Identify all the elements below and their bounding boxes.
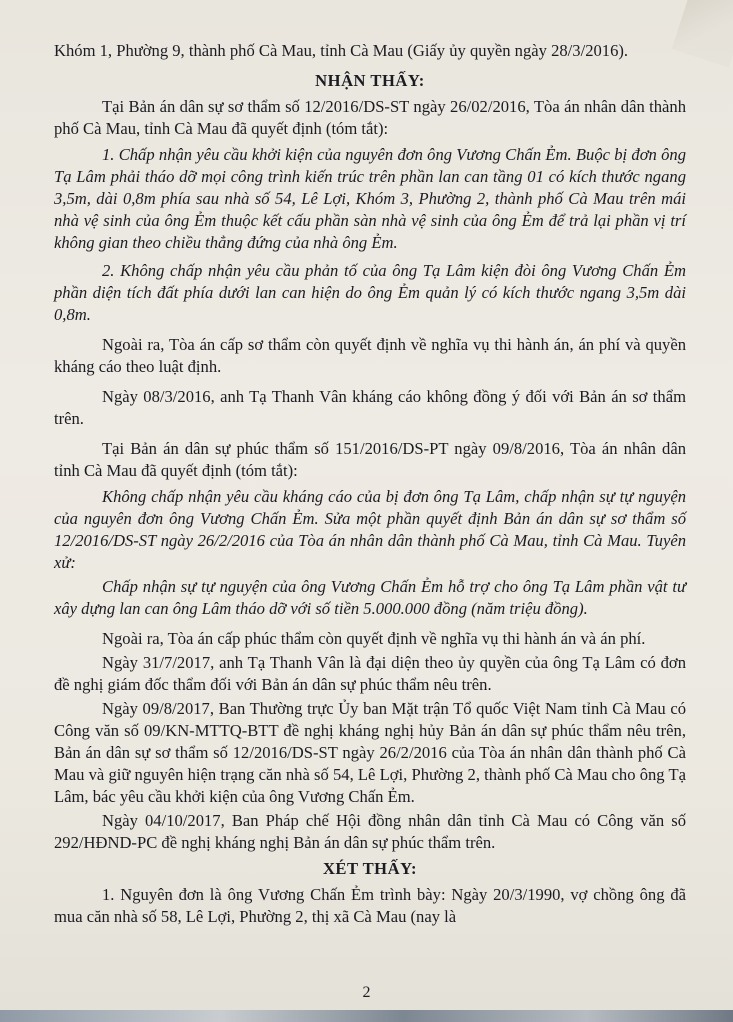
paragraph-appellate-other: Ngoài ra, Tòa án cấp phúc thẩm còn quyết định về nghĩa vụ thi hành án và án phí. (102, 629, 646, 648)
paragraph-decision-1: 1. Chấp nhận yêu cầu khởi kiện của nguyên đơn ông Vương Chấn Ẻm. Buộc bị đơn ông Tạ Lâm phải tháo dỡ mọi công trình kiến trúc trên phần lan can tầng 01 có kích thước ngang 3,5m, dài 0,8m phía sau nhà số 54, Lê Lợi, Khóm 3, Phường 2, thành phố Cà Mau trên mái nhà vệ sinh của ông Ẻm thuộc kết cấu phần sàn nhà vệ sinh của ông Ẻm để trả lại phần vị trí không gian theo chiều thẳng đứng của nhà ông Ẻm. (54, 145, 686, 252)
paragraph-appeal: Ngày 08/3/2016, anh Tạ Thanh Vân kháng cáo không đồng ý đối với Bản án sơ thẩm trên. (54, 387, 686, 428)
intro-paragraph: Khóm 1, Phường 9, thành phố Cà Mau, tỉnh Cà Mau (Giấy ủy quyền ngày 28/3/2016). (54, 41, 629, 60)
paragraph-appellate-judgment: Tại Bản án dân sự phúc thẩm số 151/2016/DS-PT ngày 09/8/2016, Tòa án nhân dân tỉnh Cà Mau đã quyết định (tóm tắt): (54, 439, 686, 480)
page-number: 2 (362, 984, 371, 1001)
paragraph-plaintiff-statement: 1. Nguyên đơn là ông Vương Chấn Ẻm trình bày: Ngày 20/3/1990, vợ chồng ông đã mua căn nhà số 58, Lê Lợi, Phường 2, thị xã Cà Mau (nay là (54, 885, 686, 926)
paragraph-support-amount: Chấp nhận sự tự nguyện của ông Vương Chấn Ẻm hỗ trợ cho ông Tạ Lâm phần vật tư xây dựng lan can ông Lâm tháo dỡ với số tiền 5.000.000 đồng (năm triệu đồng). (54, 577, 686, 618)
paragraph-appellate-decision: Không chấp nhận yêu cầu kháng cáo của bị đơn ông Tạ Lâm, chấp nhận sự tự nguyện của nguyên đơn ông Vương Chấn Ẻm. Sửa một phần quyết định Bản án dân sự sơ thẩm số 12/2016/DS-ST ngày 26/2/2016 của Tòa án nhân dân thành phố Cà Mau, tỉnh Cà Mau. Tuyên xử: (54, 487, 686, 572)
paragraph-cassation-request: Ngày 31/7/2017, anh Tạ Thanh Vân là đại diện theo ủy quyền của ông Tạ Lâm có đơn đề nghị giám đốc thẩm đối với Bản án dân sự phúc thẩm nêu trên. (54, 653, 686, 694)
paragraph-decision-2: 2. Không chấp nhận yêu cầu phản tố của ông Tạ Lâm kiện đòi ông Vương Chấn Ẻm phần diện tích đất phía dưới lan can hiện do ông Ẻm quản lý có kích thước ngang 3,5m dài 0,8m. (54, 261, 686, 324)
paragraph-front-committee: Ngày 09/8/2017, Ban Thường trực Ủy ban Mặt trận Tổ quốc Việt Nam tỉnh Cà Mau có Công văn số 09/KN-MTTQ-BTT đề nghị kháng nghị hủy Bản án dân sự phúc thẩm nêu trên, Bản án dân sự sơ thẩm số 12/2016/DS-ST ngày 26/2/2016 của Tòa án nhân dân thành phố Cà Mau và giữ nguyên hiện trạng căn nhà số 54, Lê Lợi, Phường 2, thành phố Cà Mau cho ông Tạ Lâm, bác yêu cầu khởi kiện của ông Vương Chấn Ẻm. (54, 699, 686, 806)
paragraph-other-decisions: Ngoài ra, Tòa án cấp sơ thẩm còn quyết định về nghĩa vụ thi hành án, án phí và quyền kháng cáo theo luật định. (54, 335, 686, 376)
heading-nhan-thay: NHẬN THẤY: (315, 71, 425, 90)
paragraph-legal-committee: Ngày 04/10/2017, Ban Pháp chế Hội đồng nhân dân tỉnh Cà Mau có Công văn số 292/HĐND-PC đề nghị kháng nghị Bản án dân sự phúc thẩm trên. (54, 811, 686, 852)
document-body (54, 40, 686, 928)
bottom-edge-strip (0, 1010, 733, 1022)
paragraph-first-instance: Tại Bản án dân sự sơ thẩm số 12/2016/DS-ST ngày 26/02/2016, Tòa án nhân dân thành phố Cà Mau, tỉnh Cà Mau đã quyết định (tóm tắt): (54, 97, 686, 138)
heading-xet-thay: XÉT THẤY: (322, 859, 418, 878)
